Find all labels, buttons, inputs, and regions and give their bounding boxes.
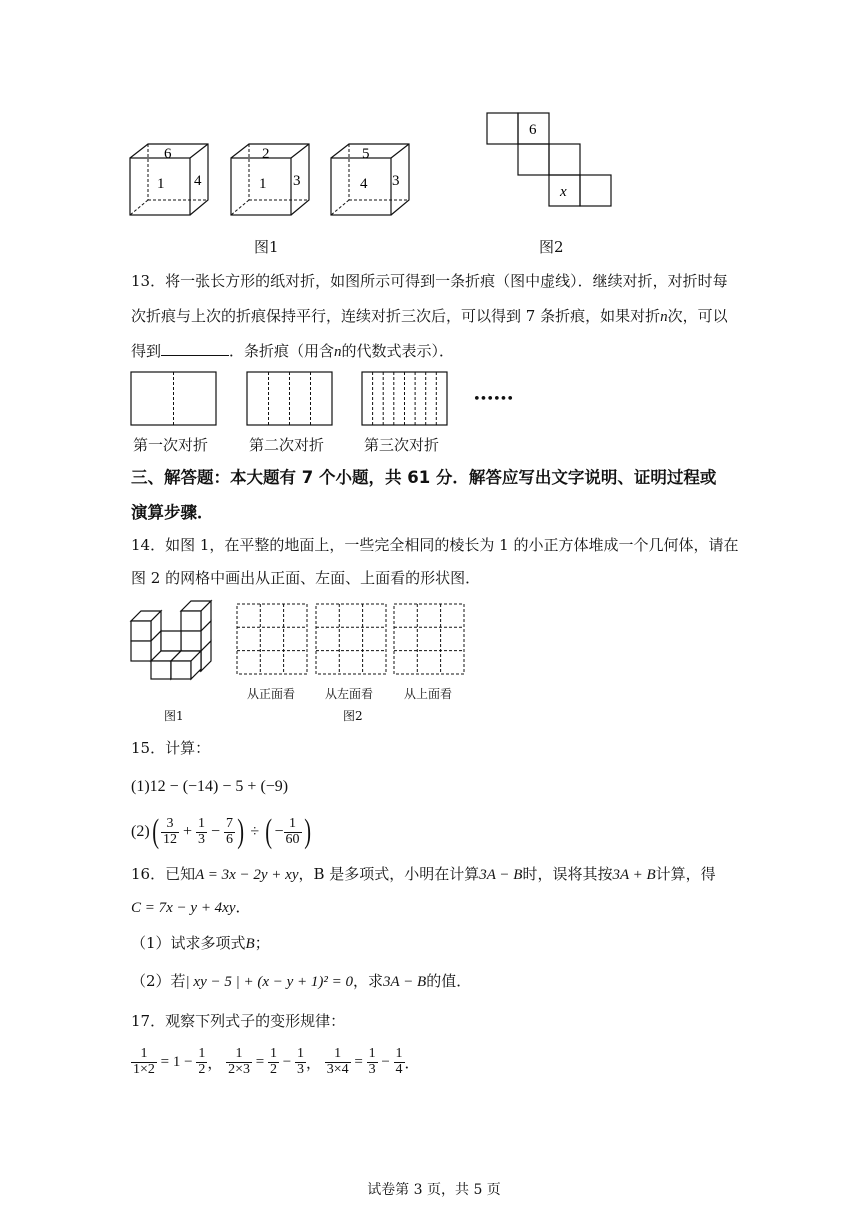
fold-caption-1: 第一次对折 bbox=[133, 436, 209, 454]
view-grid-left bbox=[315, 603, 387, 675]
cube-right-face: 3 bbox=[392, 173, 400, 189]
q13-line-2: 次折痕与上次的折痕保持平行，连续对折三次后，可以得到 7 条折痕，如果对折n次，可以 bbox=[131, 307, 728, 325]
q14-fig2-label: 图2 bbox=[343, 709, 363, 723]
fold-caption-3: 第三次对折 bbox=[364, 436, 440, 454]
answer-blank bbox=[161, 341, 229, 356]
q14-stacked-cubes bbox=[129, 601, 225, 681]
q16-part-2: （2）若| xy − 5 | + (x − y + 1)² = 0，求3A − B的值． bbox=[131, 972, 472, 990]
q12-cube-net bbox=[486, 112, 614, 208]
view-grid-top bbox=[393, 603, 465, 675]
q14-line-2: 图 2 的网格中画出从正面、左面、上面看的形状图． bbox=[131, 569, 481, 587]
fig2-label: 图2 bbox=[539, 238, 564, 256]
fold-caption-2: 第二次对折 bbox=[249, 436, 325, 454]
cube-front-face: 1 bbox=[259, 176, 267, 192]
q15-part-2: (2) ( $\frac{3}{12}$ + $\frac{1}{3}$ − $\frac{7}{6}$ ) ÷ ( − $\frac{1}{60}$ ) bbox=[131, 813, 311, 850]
section-heading-line-2: 演算步骤． bbox=[131, 503, 214, 522]
cube-top-face: 2 bbox=[262, 146, 270, 162]
q17-identities: $\frac{1}{1\times 2}$ = 1 − $\frac{1}{2}$ ， $\frac{1}{2\times 3}$ = $\frac{1}{2}$ − $\frac{1}{3}$ ， $\frac{1}{3\times 4}$ = $\frac{1}{3}$ − $\frac{1}{4}$ ． bbox=[133, 1045, 420, 1077]
q17-title: 17．观察下列式子的变形规律： bbox=[131, 1012, 346, 1030]
fold-figure-2 bbox=[246, 371, 334, 427]
grid-label-top: 从上面看 bbox=[404, 687, 453, 701]
fig1-label: 图1 bbox=[254, 238, 279, 256]
cube-top-face: 5 bbox=[362, 146, 370, 162]
q12-cube-3 bbox=[329, 142, 411, 218]
q14-fig1-label: 图1 bbox=[164, 709, 184, 723]
section-heading-line-1: 三、解答题：本大题有 7 个小题，共 61 分．解答应写出文字说明、证明过程或 bbox=[131, 468, 717, 487]
cube-top-face: 6 bbox=[164, 146, 172, 162]
q16-line-1: 16．已知A = 3x − 2y + xy，B 是多项式，小明在计算3A − B时，误将其按3A + B计算，得 bbox=[131, 865, 716, 883]
page-footer: 试卷第 3 页，共 5 页 bbox=[367, 1182, 501, 1198]
cube-front-face: 1 bbox=[157, 176, 165, 192]
q15-title: 15．计算： bbox=[131, 739, 211, 757]
view-grid-front bbox=[236, 603, 308, 675]
net-unknown: x bbox=[560, 184, 567, 200]
q12-cube-2 bbox=[229, 142, 311, 218]
q15-part-1: (1)12 − (−14) − 5 + (−9) bbox=[131, 778, 289, 795]
cube-right-face: 4 bbox=[194, 173, 202, 189]
q12-cube-1 bbox=[128, 142, 210, 218]
q16-part-1: （1）试求多项式B； bbox=[131, 934, 270, 952]
q14-line-1: 14．如图 1，在平整的地面上，一些完全相同的棱长为 1 的小正方体堆成一个几何体，请在 bbox=[131, 536, 739, 554]
cube-right-face: 3 bbox=[293, 173, 301, 189]
net-top-value: 6 bbox=[529, 122, 537, 138]
q13-line-1: 13．将一张长方形的纸对折，如图所示可得到一条折痕（图中虚线）．继续对折，对折时每 bbox=[131, 272, 728, 290]
ellipsis-dots: •••••• bbox=[473, 392, 514, 407]
fold-figure-3 bbox=[361, 371, 449, 427]
q16-line-2: C = 7x − y + 4xy． bbox=[131, 900, 251, 916]
cube-front-face: 4 bbox=[360, 176, 368, 192]
grid-label-left: 从左面看 bbox=[325, 687, 374, 701]
q13-line-3: 得到 ．条折痕（用含n的代数式表示）． bbox=[131, 342, 455, 360]
grid-label-front: 从正面看 bbox=[247, 687, 296, 701]
fold-figure-1 bbox=[130, 371, 218, 427]
